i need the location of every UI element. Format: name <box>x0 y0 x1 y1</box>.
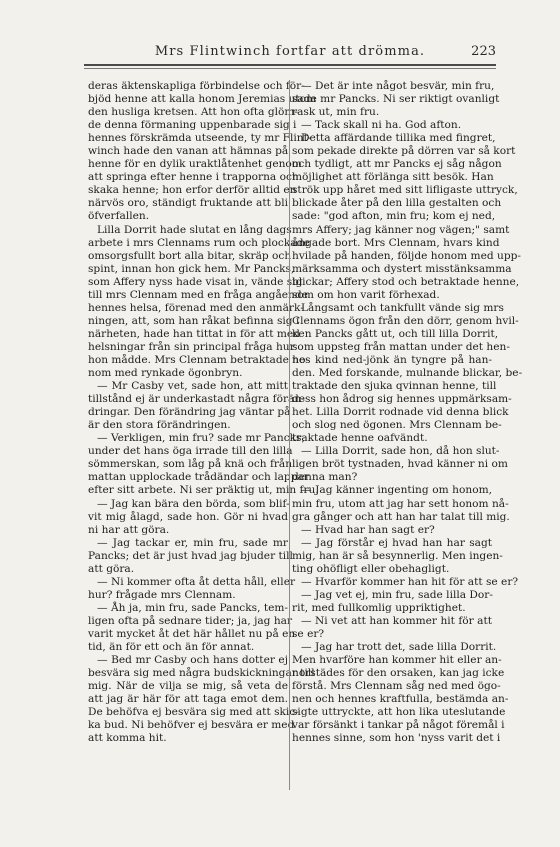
text-line: och tydligt, att mr Pancks ej såg någon <box>292 158 502 171</box>
text-line: ligen bröt tystnaden, hvad känner ni om <box>292 458 508 471</box>
text-line: Pancks; det är just hvad jag bjuder till <box>88 549 293 562</box>
text-line: denna man? <box>292 471 358 484</box>
text-line: dess hon ådrog sig hennes uppmärksam- <box>292 393 512 406</box>
right-text-column <box>292 80 523 745</box>
text-line: ningen, att, som han råkat befinna sig i <box>88 314 300 327</box>
text-line: hennes helsa, förenad med den anmärk- <box>88 301 304 314</box>
text-line: — Bed mr Casby och hans dotter ej <box>97 654 288 667</box>
text-line: besvära sig med några budskickningar till <box>88 667 315 680</box>
page-number: 223 <box>471 44 496 59</box>
text-line: hon mådde. Mrs Clennam betraktade ho- <box>88 353 310 366</box>
text-line: arbete i mrs Clennams rum och plockade <box>88 236 310 249</box>
text-line: norstädes för den orsaken, kan jag icke <box>292 667 505 680</box>
text-line: helsningar från sin principal fråga hur <box>88 340 295 353</box>
column-divider <box>289 80 290 790</box>
text-line: förstå. Mrs Clennam såg ned med ögo- <box>292 680 501 693</box>
text-line: nom med rynkade ögonbryn. <box>88 367 243 380</box>
text-line: närvös oro, ständigt fruktande att bli <box>88 197 288 210</box>
text-line: märksamma och dystert misstänksamma <box>292 262 512 275</box>
text-line: sigte uttryckte, att hon lika uteslutande <box>292 706 506 719</box>
text-line: — Hvarför kommer han hit för att se er? <box>301 575 519 588</box>
text-line: — Åh ja, min fru, sade Pancks, tem- <box>97 601 288 614</box>
text-line: — Ni vet att han kommer hit för att <box>301 614 492 627</box>
text-line: som pekade direkte på dörren var så kort <box>292 145 516 158</box>
text-line: är den stora förändringen. <box>88 419 231 432</box>
text-line: bjöd henne att kalla honom Jeremias utom <box>88 93 317 106</box>
text-line: varit mycket åt det här hållet nu på en <box>88 627 296 640</box>
text-line: ken Pancks gått ut, och till lilla Dorrit, <box>292 327 499 340</box>
page-header <box>84 44 496 64</box>
text-line: — Verkligen, min fru? sade mr Pancks, <box>97 432 305 445</box>
text-line: se er? <box>292 627 325 640</box>
text-line: Långsamt och tankfullt vände sig mrs <box>301 301 504 314</box>
text-line: mig, han är så besynnerlig. Men ingen- <box>292 549 503 562</box>
text-line: — Mr Casby vet, sade hon, att mitt <box>97 380 288 393</box>
text-line: den. Med forskande, mulnande blickar, be- <box>292 367 523 380</box>
text-line: — Jag förstår ej hvad han har sagt <box>301 536 492 549</box>
text-line: mrs Affery; jag känner nog vägen;" samt <box>292 223 510 236</box>
text-line: traktade henne oafvändt. <box>292 432 428 445</box>
text-line: närheten, hade han tittat in för att med <box>88 327 300 340</box>
text-line: att komma hit. <box>88 732 167 745</box>
text-line: och slog ned ögonen. Mrs Clennam be- <box>292 419 502 432</box>
text-line: tillstånd ej är underkastadt några förän- <box>88 393 305 406</box>
text-line: — Ni kommer ofta åt detta håll, eller <box>97 575 296 588</box>
text-line: ting ohöfligt eller obehagligt. <box>292 562 450 575</box>
text-line: skaka henne; hon erfor derför alltid en <box>88 184 297 197</box>
text-line: blickar; Affery stod och betraktade henne, <box>292 275 520 288</box>
text-line: — Tack skall ni ha. God afton. <box>301 119 462 132</box>
text-line: deras äktenskapliga förbindelse och för- <box>88 80 305 92</box>
text-line: Clennams ögon från den dörr, genom hvil- <box>292 314 519 327</box>
text-line: spint, innan hon gick hem. Mr Pancks, <box>88 262 295 275</box>
text-line: under det hans öga irrade till den lilla <box>88 445 293 458</box>
text-line: ångade bort. Mrs Clennam, hvars kind <box>292 236 500 249</box>
header-rule <box>84 64 496 66</box>
text-line: strök upp håret med sitt lifligaste uttryck, <box>292 184 518 197</box>
text-line: de denna förmaning uppenbarade sig i <box>88 119 297 132</box>
text-line: gra gånger och att han har talat till mig. <box>292 510 510 523</box>
text-line: att springa efter henne i trapporna och <box>88 171 299 184</box>
text-line: blickade åter på den lilla gestalten och <box>292 197 502 210</box>
text-line: dringar. Den förändring jag väntar på <box>88 406 291 419</box>
text-line: ni har att göra. <box>88 523 170 536</box>
text-line: möjlighet att förlänga sitt besök. Han <box>292 171 494 184</box>
text-line: min fru, utom att jag har sett honom nå- <box>292 497 509 510</box>
text-line: Men hvarföre han kommer hit eller an- <box>292 654 502 667</box>
text-line: — Jag vet ej, min fru, sade lilla Dor- <box>301 588 493 601</box>
text-line: efter sitt arbete. Ni ser präktig ut, min fru. <box>88 484 319 497</box>
text-line: — Jag har trott det, sade lilla Dorrit. <box>301 641 497 654</box>
text-line: nes kind ned-jönk än tyngre på han- <box>292 353 492 366</box>
text-line: den husliga kretsen. Att hon ofta glöm- <box>88 106 298 119</box>
text-line: winch hade den vanan att hämnas på <box>88 145 289 158</box>
text-line: — Hvad har han sagt er? <box>301 523 435 536</box>
text-line: nen och hennes kraftfulla, bestämda an- <box>292 693 509 706</box>
text-line: hennes sinne, som hon 'nyss varit det i <box>292 732 501 745</box>
text-line: att jag är här för att taga emot dem. <box>88 693 288 706</box>
text-line: att göra. <box>88 562 135 575</box>
text-line: sade mr Pancks. Ni ser riktigt ovanligt <box>292 93 500 106</box>
text-line: ka bud. Ni behöfver ej besvära er med <box>88 719 295 732</box>
text-line: till mrs Clennam med en fråga angående <box>88 288 308 301</box>
text-line: som Affery nyss hade visat in, vände sig <box>88 275 303 288</box>
text-line: henne för en dylik uraktlåtenhet genom <box>88 158 302 171</box>
text-line: rit, med fullkomlig uppriktighet. <box>292 601 466 614</box>
text-line: — Jag kan bära den börda, som blif- <box>97 497 290 510</box>
text-line: omsorgsfullt bort alla bitar, skräp och <box>88 249 292 262</box>
text-line: ligen ofta på sednare tider; ja, jag har <box>88 614 293 627</box>
text-line: vit mig ålagd, sade hon. Gör ni hvad <box>88 510 288 523</box>
text-line: het. Lilla Dorrit rodnade vid denna blick <box>292 406 509 419</box>
text-line: Detta affärdande tillika med fingret, <box>301 132 496 145</box>
text-line: — Det är inte något besvär, min fru, <box>301 80 495 92</box>
text-line: sömmerskan, som låg på knä och från <box>88 458 293 471</box>
text-line: — Lilla Dorrit, sade hon, då hon slut- <box>301 445 500 458</box>
text-line: som om hon varit förhexad. <box>292 288 440 301</box>
text-line: var försänkt i tankar på något föremål i <box>292 719 505 732</box>
text-line: Lilla Dorrit hade slutat en lång dags <box>97 223 292 236</box>
text-line: — Jag tackar er, min fru, sade mr <box>97 536 288 549</box>
text-line: De behöfva ej besvära sig med att skic- <box>88 706 299 719</box>
text-line: hennes förskrämda utseende, ty mr Flint- <box>88 132 312 145</box>
text-line: — Jag känner ingenting om honom, <box>301 484 492 497</box>
running-title: Mrs Flintwinch fortfar att drömma. <box>154 44 426 59</box>
text-line: mattan upplockade trådändar och lappar <box>88 471 309 484</box>
text-line: hur? frågade mrs Clennam. <box>88 588 236 601</box>
text-line: tid, än för ett och än för annat. <box>88 641 255 654</box>
text-line: öfverfallen. <box>88 210 150 223</box>
text-line: sade: "god afton, min fru; kom ej ned, <box>292 210 496 223</box>
text-line: rask ut, min fru. <box>292 106 380 119</box>
text-line: hvilade på handen, följde honom med upp- <box>292 249 521 262</box>
text-line: som uppsteg från mattan under det hen- <box>292 340 510 353</box>
header-rule-thin <box>84 68 496 69</box>
text-line: traktade den sjuka qvinnan henne, till <box>292 380 497 393</box>
text-line: mig. När de vilja se mig, så veta de <box>88 680 288 693</box>
